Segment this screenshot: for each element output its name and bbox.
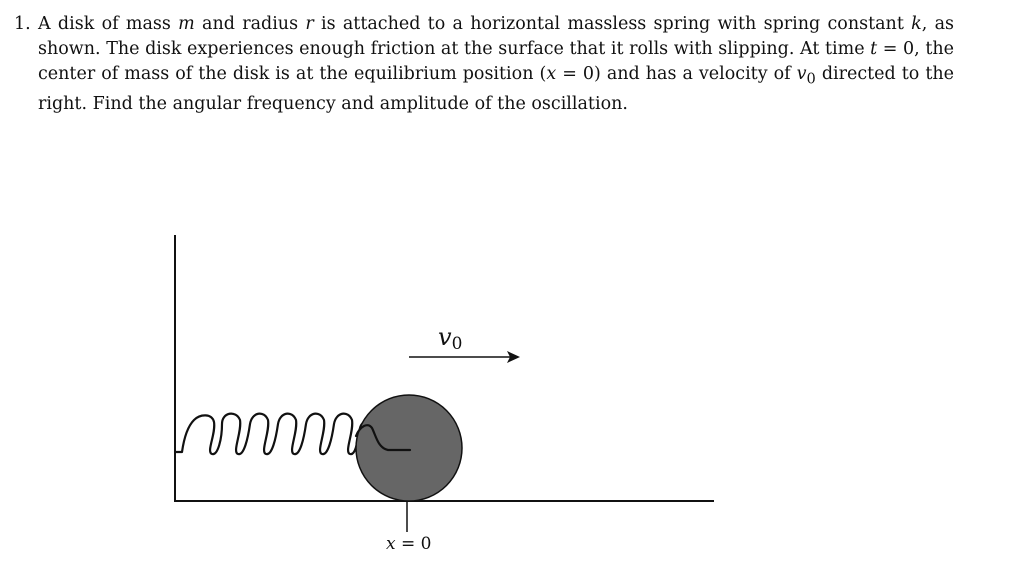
velocity-label [438,323,462,354]
problem-text: A disk of mass m and radius r is attached to a horizontal massless spring with spring constant k, as shown. The disk experiences enough friction at the surface that it rolls with slipping. At time t = 0, the center of mass of the disk is at the equilibrium position (x = 0) and has a velocity of $v_0$ directed to the right. Find the angular frequency and amplitude of the oscillation. [38,14,955,114]
problem-number: 1. [14,14,31,34]
velocity-symbol: v [438,323,452,351]
position-equals: = 0 [395,534,432,554]
position-variable: x [386,534,396,554]
disk [356,395,462,501]
equilibrium-label [386,534,431,554]
velocity-subscript: 0 [451,334,463,354]
